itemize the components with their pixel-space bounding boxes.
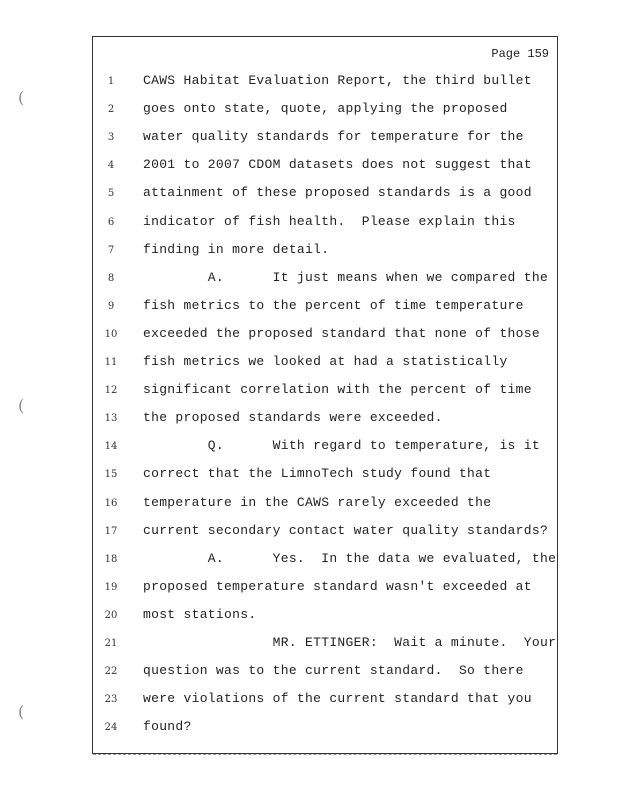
line-text: significant correlation with the percent of time: [143, 382, 532, 398]
line-number: 24: [104, 722, 118, 734]
line-number: 20: [104, 609, 118, 621]
line-number: 1: [107, 76, 115, 87]
binder-hole-mark-top: (: [18, 88, 25, 107]
transcript-line: [93, 326, 559, 346]
line-number: 2: [107, 104, 115, 116]
transcript-line: [93, 691, 559, 711]
line-number: 8: [107, 272, 115, 284]
bottom-rule: [93, 754, 557, 755]
transcript-line: [93, 73, 559, 93]
transcript-line: [93, 495, 559, 515]
binder-hole-mark-bottom: (: [18, 702, 25, 721]
line-text: proposed temperature standard wasn't exceeded at: [143, 578, 532, 594]
line-text: water quality standards for temperature for the: [143, 129, 524, 145]
transcript-line: [93, 523, 559, 543]
binder-hole-mark-middle: (: [18, 396, 25, 415]
transcript-line: [93, 298, 559, 318]
transcript-line: [93, 551, 559, 571]
line-text: were violations of the current standard that you: [143, 691, 532, 707]
transcript-line: [93, 719, 559, 739]
line-number: 4: [107, 160, 115, 172]
line-number: 22: [104, 666, 118, 678]
line-number: 21: [104, 638, 118, 649]
line-text: the proposed standards were exceeded.: [143, 410, 443, 426]
line-number: 3: [107, 132, 115, 144]
transcript-line: [93, 607, 559, 627]
transcript-line: [93, 438, 559, 458]
transcript-line: [93, 354, 559, 374]
line-number: 10: [104, 328, 118, 340]
transcript-line: [93, 157, 559, 177]
line-number: 6: [107, 216, 115, 228]
transcript-line: [93, 270, 559, 290]
line-number: 16: [104, 497, 118, 509]
line-text: CAWS Habitat Evaluation Report, the third bullet: [143, 73, 532, 88]
line-number: 15: [104, 469, 118, 481]
line-number: 19: [104, 581, 118, 593]
transcript-line: [93, 185, 559, 205]
line-text: goes onto state, quote, applying the proposed: [143, 101, 508, 117]
line-number: 14: [104, 441, 118, 453]
line-number: 11: [104, 357, 118, 368]
transcript-line: [93, 635, 559, 655]
transcript-line: [93, 663, 559, 683]
line-number: 13: [104, 413, 118, 425]
line-text: exceeded the proposed standard that none of those: [143, 325, 540, 341]
transcript-line: [93, 410, 559, 430]
transcript-line: [93, 382, 559, 402]
line-number: 12: [104, 385, 118, 397]
line-number: 23: [104, 694, 118, 706]
line-number: 18: [104, 553, 118, 565]
line-text: A. It just means when we compared the: [143, 269, 549, 285]
transcript-page: [92, 36, 558, 754]
line-text: finding in more detail.: [143, 241, 330, 257]
line-number: 7: [107, 244, 115, 256]
page-number: Page 159: [491, 47, 549, 61]
line-number: 17: [104, 525, 118, 537]
transcript-line: [93, 101, 559, 121]
line-text: attainment of these proposed standards is a good: [143, 185, 532, 201]
line-text: indicator of fish health. Please explain this: [143, 213, 516, 229]
line-number: 9: [107, 300, 115, 312]
line-number: 5: [107, 188, 115, 200]
transcript-line: [93, 129, 559, 149]
transcript-line: [93, 214, 559, 234]
line-text: fish metrics to the percent of time temperature: [143, 297, 524, 313]
line-text: Q. With regard to temperature, is it: [143, 438, 540, 454]
line-text: MR. ETTINGER: Wait a minute. Your: [143, 635, 557, 650]
line-text: current secondary contact water quality standards?: [143, 522, 549, 538]
line-text: correct that the LimnoTech study found that: [143, 466, 492, 482]
transcript-line: [93, 579, 559, 599]
line-text: fish metrics we looked at had a statistically: [143, 354, 508, 369]
line-text: most stations.: [143, 606, 257, 622]
transcript-line: [93, 466, 559, 486]
transcript-line: [93, 242, 559, 262]
line-text: temperature in the CAWS rarely exceeded the: [143, 494, 492, 510]
line-text: 2001 to 2007 CDOM datasets does not suggest that: [143, 157, 532, 173]
line-text: question was to the current standard. So there: [143, 663, 524, 679]
line-text: found?: [143, 719, 192, 735]
line-text: A. Yes. In the data we evaluated, the: [143, 550, 557, 566]
